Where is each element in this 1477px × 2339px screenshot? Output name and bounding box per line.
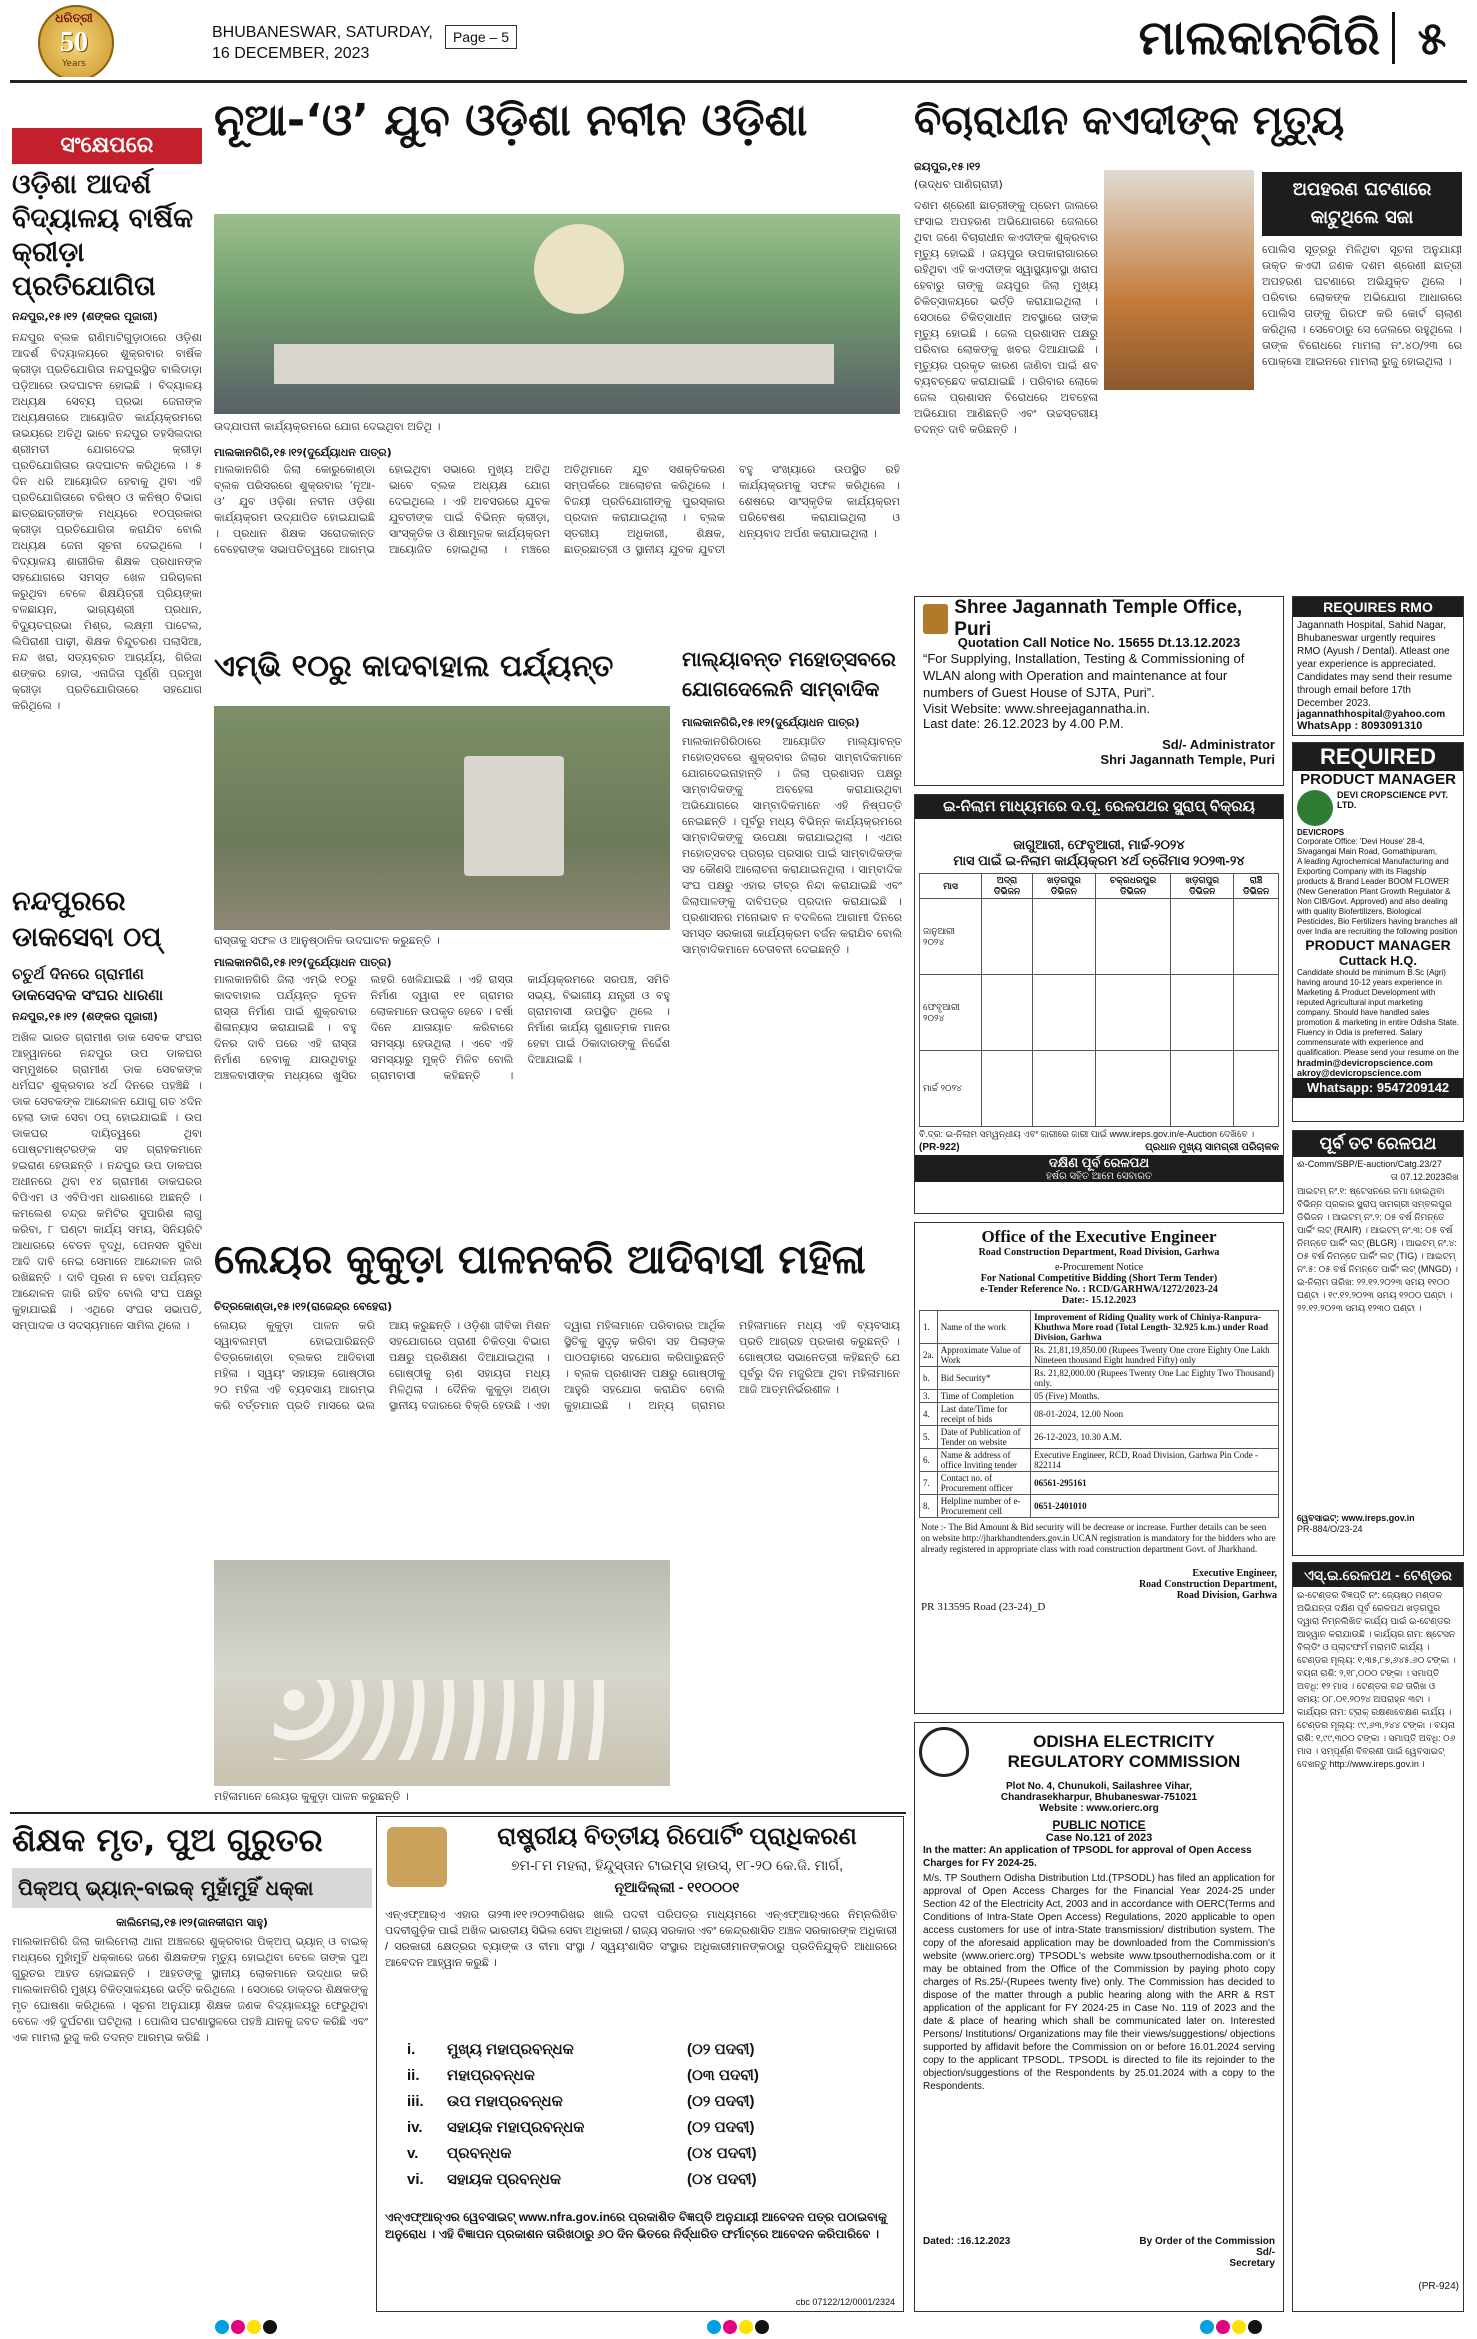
ee-reference: e-Tender Reference No. : RCD/GARHWA/1272/2023-24 [980, 1284, 1218, 1295]
section-title: ମାଲକାନଗିରି [1138, 10, 1380, 66]
teacher-dateline: କାଲିମେଲା,୧୫।୧୨(ଜାନକୀରାମ ସାହୁ) [116, 1916, 268, 1929]
executive-engineer-ad [914, 1222, 1284, 1714]
print-registration-bar [0, 2318, 1477, 2338]
emblem-icon [387, 1827, 447, 1887]
rmo-whatsapp: WhatsApp : 8093091310 [1297, 720, 1423, 732]
brief-body: ନନ୍ଦପୁର ବ୍ଲକ ରାଣିମାଟିଗୁଡ଼ାଠାରେ ଓଡ଼ିଶା ଆଦର୍ଶ ବିଦ୍ୟାଳୟରେ ଶୁକ୍ରବାର ବାର୍ଷିକ କ୍ରୀଡ଼ା ପ୍ରତିଯୋଗିତା ନନ୍ଦପୁରସ୍ଥିତ ବାଲିଡାଡ଼ା ପଡ଼ିଆରେ ଉଦଘାଟନ ହୋଇଛି । ବିଦ୍ୟାଳୟ ଅଧ୍ୟକ୍ଷ ସେବ୍ୟ ପ୍ରଭା ଜେନାଙ୍କ ଅଧ୍ୟକ୍ଷତାରେ ଆୟୋଜିତ କାର୍ଯ୍ୟକ୍ରମରେ ଉଭୟରେ ଅତିଥି ଭାବେ ନନ୍ଦପୁର ତହସିଲଦାର ଶ୍ରୀମତୀ ଯୋଗଦେଇ କ୍ରୀଡ଼ା ପ୍ରତିଯୋଗିତାର ଉଦଘାଟନ କରିଥିଲେ । ୫ ଦିନ ଧରି ଆୟୋଜିତ ହେବାକୁ ଥିବା ଏହି ପ୍ରତିଯୋଗିତାରେ ବରିଷ୍ଠ ଓ କନିଷ୍ଠ ବିଭାଗ ଛାତ୍ରଛାତ୍ରୀଙ୍କ ମଧ୍ୟରେ ୧୦ପ୍ରକାର କ୍ରୀଡ଼ା ପ୍ରତିଯୋଗିତା କରାଯିବ ବୋଲି ଅଧ୍ୟକ୍ଷ ଜେନା ସୂଚନା ଦେଇଥିଲେ । ବିଦ୍ୟାଳୟ ଶାରୀରିକ ଶିକ୍ଷକ ପ୍ରଧାନଙ୍କ ସହଯୋଗରେ ସମସ୍ତ ଖେଳ ପରିଚାଳନା କରୁଥିବା ବେଳେ ଶିକ୍ଷୟିତ୍ରୀ ପ୍ରିୟଙ୍କା ବଳଛାୟନ, ଭାଗ୍ୟଶ୍ରୀ ପ୍ରଧାନ, ବିଦ୍ୟୁତପ୍ରଭା ମିଶ୍ର, ଲକ୍ଷ୍ମୀ ପାଟେଲ, ଲିପିରାଣୀ ପାଢ଼ୀ, ଶିକ୍ଷକ ବିନ୍ଦୁଚରଣ ପଲାସିଆ, ନନ୍ଦ ଖରା, ସତ୍ୟବ୍ରତ ଆଚାର୍ଯ୍ୟ, ଗିରିଜା ଶଙ୍କର ହୋତା, ଏନାଜିତା ପୂର୍ଣ୍ଣି ପ୍ରମୁଖ କ୍ରୀଡ଼ା ପ୍ରତିଯୋଗିତାରେ ସହଯୋଗ କରିଥିଲେ । [12, 331, 202, 712]
ee-sig2: Road Construction Department, [1138, 1579, 1277, 1590]
company-desc: A leading Agrochemical Manufacturing and Exporting Company with its Flagship products & Brand Leader BOOM FLOWER (New Generation Plant Growth Regulator & Non CIB/Govt. Approved) and also dealing with quality Biofertilizers, Biological Pesticides, Bio Fertilizers having branches all over India are recruiting the following position [1297, 857, 1458, 936]
scrap-sub1: ଜାଗୁଆରୀ, ଫେବୃଆରୀ, ମାର୍ଚ୍ଚ-୨୦୨୪ [1013, 837, 1185, 852]
required-post: PRODUCT MANAGER [1300, 771, 1456, 788]
scrap-signature: ପ୍ରଧାନ ମୁଖ୍ୟ ସାମଗ୍ରୀ ପରିଚାଳକ [1145, 1142, 1279, 1153]
nfra-ad [376, 1816, 904, 2312]
dais-table [274, 344, 834, 384]
oerc-body: M/s. TP Southern Odisha Distribution Ltd.(TPSODL) has filed an application for approval of Open Access Charges for the Financial Year 2024-25 under Section 42 of the Electricity Act, 2003 and in accordance with OERC(Terms and Conditions of Intra-State Open Access) Regulations, 2020 applicable to open access customers for use of intra-State transmission/ distribution system. The copy of the aforesaid application may be downloaded from the Commission's website (www.orierc.org) TPSODL's website www.tpsouthernodisha.com or it may be obtained from the Office of the Commission by paying photo copy charges of Rs.25/-(Rupees twenty five) only. The Commission has decided to dispose of the matter through a public hearing along with the ARR & RST application of the applicant for FY 2024-25 in Case No. 119 of 2023 and the date & place of hearing which shall be communicated later on. Interested Persons/ Institutions/ Organizations may file their views/suggestions/ objections supported by affidavit before the Commission on or before 16.01.2024 serving copy to the applicant TPSODL. TPSODL is directed to file its rejoinder to the objection/suggestions of the Respondents by 25.01.2024 with a copy to the Respondents. [923, 1873, 1275, 2092]
registration-dot [1232, 2320, 1246, 2334]
death-body: ଦଶମ ଶ୍ରେଣୀ ଛାତ୍ରୀଙ୍କୁ ପ୍ରେମ ଜାଲରେ ଫସାଇ ଅପହରଣ ଅଭିଯୋଗରେ ଜେଲରେ ଥିବା ଜଣେ ବିଚାରାଧୀନ କଏଦୀଙ୍କ ଶୁକ୍ରବାର ମୃତ୍ୟୁ ହୋଇଛି । ଜୟପୁର ଉପକାରାଗାରରେ ରହିଥିବା ଏହି କଏଦୀଙ୍କ ସ୍ୱାସ୍ଥ୍ୟାବସ୍ଥା ଖରାପ ହେବାରୁ ତାଙ୍କୁ ଜୟପୁର ଜିଲା ମୁଖ୍ୟ ଚିକିତ୍ସାଳୟରେ ଭର୍ତ୍ତି କରାଯାଇଥିଲା । ସେଠାରେ ଚିକିତ୍ସାଧୀନ ଅବସ୍ଥାରେ ତାଙ୍କ ମୃତ୍ୟୁ ହୋଇଛି । ଜେଲ ପ୍ରଶାସନ ପକ୍ଷରୁ ପରିବାର ଲୋକଙ୍କୁ ଖବର ଦିଆଯାଇଛି । ମୃତ୍ୟୁର ପ୍ରକୃତ କାରଣ ଜାଣିବା ପାଇଁ ଶବ ବ୍ୟବଚ୍ଛେଦ କରାଯାଇଛି । ପରିବାର ଲୋକେ ଜେଲ ପ୍ରଶାସନ ବିରୋଧରେ ଅବହେଳା ଅଭିଯୋଗ ଆଣିଛନ୍ତି ଏବଂ ଉଚ୍ଚସ୍ତରୀୟ ତଦନ୍ତ ଦାବି କରିଛନ୍ତି । [914, 199, 1098, 436]
ee-sig1: Executive Engineer, [1192, 1568, 1277, 1579]
masthead-rule [10, 80, 1467, 83]
city-date: BHUBANESWAR, SATURDAY, [212, 24, 433, 41]
badge-number: 50 [60, 27, 88, 58]
scrap-pr: (PR-922) [919, 1142, 960, 1153]
registration-dot [1248, 2320, 1262, 2334]
nfra-post: i. ମୁଖ୍ୟ ମହାପ୍ରବନ୍ଧକ (୦୨ ପଦବୀ) [407, 2041, 755, 2058]
oerc-matter: In the matter: An application of TPSODL for approval of Open Access Charges for FY 2024-25. [923, 1845, 1252, 1869]
oerc-ad [914, 1722, 1284, 2312]
oerc-dated: Dated: :16.12.2023 [923, 2236, 1011, 2247]
banner-portrait [534, 224, 624, 314]
ecor-title: ପୂର୍ବ ତଟ ରେଳପଥ [1293, 1131, 1463, 1157]
temple-icon [923, 604, 948, 634]
postal-body: ଅଖିଳ ଭାରତ ଗ୍ରାମୀଣ ଡାକ ସେବକ ସଂଘର ଆହ୍ୱାନରେ ନନ୍ଦପୁର ଉପ ଡାକଘର ସମ୍ମୁଖରେ ଗ୍ରାମୀଣ ଡାକ ସେବକଙ୍କ ଧର୍ମଘଟ ଶୁକ୍ରବାର ୪ର୍ଥ ଦିନରେ ପହଞ୍ଚିଛି । ଡାକ ସେବକଙ୍କ ଆନ୍ଦୋଳନ ଯୋଗୁ ଗତ ୪ଦିନ ହେଲା ଡାକ ସେବା ଠପ୍ ହୋଇଯାଇଛି । ଉପ ଡାକଘର ଦାୟିତ୍ୱରେ ଥିବା ପୋଷ୍ଟମାଷ୍ଟରଙ୍କ ସହ ଗ୍ରାହକମାନେ ହଇରାଣ ହେଉଛନ୍ତି । ନନ୍ଦପୁର ଉପ ଡାକଘର ଅଧୀନରେ ଥିବା ୧୪ ଗ୍ରାମୀଣ ଡାକଘରର ବିପିଏମ ଓ ଏବିପିଏମ ଧାରଣାରେ ଅଛନ୍ତି । କମଲେଶ ଚନ୍ଦ୍ର କମିଟିର ସୁପାରିଶ ଲାଗୁ କରିବା, ୮ ଘଣ୍ଟା କାର୍ଯ୍ୟ ସମୟ, ସିନିୟରିଟି ଆଧାରରେ ବେତନ ବୃଦ୍ଧି, ପେନସନ ସୁବିଧା ଆଦି ଦାବି ନେଇ ସେମାନେ ଆନ୍ଦୋଳନ ଜାରି ରଖିଛନ୍ତି । ଦାବି ପୂରଣ ନ ହେବା ପର୍ଯ୍ୟନ୍ତ ଆନ୍ଦୋଳନ ଜାରି ରହିବ ବୋଲି ସଂଘ ପକ୍ଷରୁ କୁହାଯାଇଛି । ଏଥିରେ ସଂଘର ସଭାପତି, ସମ୍ପାଦକ ଓ ସଦସ୍ୟମାନେ ସାମିଲ ଥିଲେ । [12, 1031, 202, 1332]
ee-date: Date:- 15.12.2023 [1061, 1295, 1137, 1306]
required-email: hradmin@devicropscience.com [1297, 1058, 1433, 1068]
ecor-web: ୱେବସାଇଟ୍: www.ireps.gov.in [1297, 1513, 1415, 1523]
ecor-ad [1292, 1130, 1464, 1556]
oerc-case: Case No.121 of 2023 [1045, 1832, 1153, 1844]
ecor-pr: PR-884/O/23-24 [1297, 1524, 1363, 1534]
ee-sig3: Road Division, Garhwa [1176, 1590, 1277, 1601]
nfra-post: ii. ମହାପ୍ରବନ୍ଧକ (୦୩ ପଦବୀ) [407, 2067, 759, 2084]
registration-dot [263, 2320, 277, 2334]
railway-name: ଦକ୍ଷିଣ ପୂର୍ବ ରେଳପଥ [915, 1155, 1283, 1171]
registration-dot [723, 2320, 737, 2334]
oerc-public-notice: PUBLIC NOTICE [1052, 1818, 1146, 1832]
rmo-ad [1292, 596, 1464, 736]
color-dot-group [214, 2319, 278, 2338]
page-number-box: Page – 5 [445, 25, 517, 49]
teacher-subhead: ପିକ୍‌ଅପ୍ ଭ୍ୟାନ୍-ବାଇକ୍ ମୁହାଁମୁହିଁ ଧକ୍କା [12, 1868, 372, 1908]
ee-title: Office of the Executive Engineer [981, 1227, 1217, 1246]
rmo-email: jagannathhospital@yahoo.com [1297, 709, 1446, 720]
badge-top-text: ଧରିତ୍ରୀ [55, 11, 93, 25]
nfra-web-note: ଏନ୍‌ଏଫ୍‌ଆର୍‌ଏର ୱେବସାଇଟ୍ www.nfra.gov.inରେ ପ୍ରକାଶିତ ବିଜ୍ଞପ୍ତି ଅନୁଯାୟୀ ଆବେଦନ ପତ୍ର ପଠାଇବାକୁ ଅନୁରୋଧ । ଏହି ବିଜ୍ଞାପନ ପ୍ରକାଶନ ତାରିଖଠାରୁ ୬୦ ଦିନ ଭିତରେ ନିର୍ଦ୍ଧାରିତ ଫର୍ମାଟ୍‌ରେ ଆବେଦନ କରିପାରିବେ । [385, 2210, 887, 2241]
postal-headline: ନନ୍ଦପୁରରେ ଡାକସେବା ଠପ୍‌ [12, 886, 162, 953]
required-location: Cuttack H.Q. [1338, 953, 1417, 968]
death-side-body: ପୋଲିସ ସୂତ୍ରରୁ ମିଳିଥିବା ସୂଚନା ଅନୁଯାୟୀ ଉକ୍ତ କଏଦୀ ଜଣକ ଦଶମ ଶ୍ରେଣୀ ଛାତ୍ରୀ ଅପହରଣ ଘଟଣାରେ ଅଭିଯୁକ୍ତ ଥିଲେ । ପରିବାର ଲୋକଙ୍କ ଅଭିଯୋଗ ଆଧାରରେ ପୋଲିସ ତାଙ୍କୁ ଗିରଫ କରି କୋର୍ଟ ଚାଲାଣ କରିଥିଲା । ସେବେଠାରୁ ସେ ଜେଲରେ ରହୁଥିଲେ । ତାଙ୍କ ବିରୋଧରେ ମାମଲା ନଂ.୪୦/୨୩ ରେ ପୋକ୍ସୋ ଆଇନରେ ମାମଲା ରୁଜୁ ହୋଇଥିଲା । [1262, 243, 1462, 368]
required-post-2: PRODUCT MANAGER [1305, 937, 1451, 953]
se-railway-tender-ad [1292, 1562, 1464, 2312]
month-cell: ଫେବୃଆରୀ ୨୦୨୪ [920, 975, 982, 1051]
road-body: ମାଲକାନଗିରି ଜିଲା ଏମ୍‌ଭି ୧୦ରୁ କାଦବାହାଲ ପର୍ଯ୍ୟନ୍ତ ନୂତନ ରାସ୍ତା ନିର୍ମାଣ ପାଇଁ ଶୁକ୍ରବାର ଶିଳାନ୍ୟାସ କରାଯାଇଛି । ବହୁ ଦିନର ଦାବି ପରେ ଏହି ରାସ୍ତା ନିର୍ମାଣ ହେବାକୁ ଯାଉଥିବାରୁ ଅଞ୍ଚଳବାସୀଙ୍କ ମଧ୍ୟରେ ଖୁସିର ଲହରି ଖେଳିଯାଇଛି । ଏହି ରାସ୍ତା ନିର୍ମାଣ ଦ୍ୱାରା ୧୧ ଗ୍ରାମର ଲୋକମାନେ ଉପକୃତ ହେବେ । ବର୍ଷା ଦିନେ ଯାତାୟାତ କରିବାରେ ସମସ୍ୟା ହେଉଥିଲା । ଏବେ ଏହି ସମସ୍ୟାରୁ ମୁକ୍ତି ମିଳିବ ବୋଲି ଗ୍ରାମବାସୀ କହିଛନ୍ତି । କାର୍ଯ୍ୟକ୍ରମରେ ସରପଞ୍ଚ, ସମିତି ସଭ୍ୟ, ବିଭାଗୀୟ ଯନ୍ତ୍ରୀ ଓ ବହୁ ଗ୍ରାମବାସୀ ଉପସ୍ଥିତ ଥିଲେ । ନିର୍ମାଣ କାର୍ଯ୍ୟ ଗୁଣାତ୍ମକ ମାନର ହେବା ପାଇଁ ଠିକାଦାରଙ୍କୁ ନିର୍ଦ୍ଦେଶ ଦିଆଯାଇଛି । [214, 973, 670, 1082]
brief-tag: ସଂକ୍ଷେପରେ [12, 128, 202, 164]
death-credit: (ଉଦ୍ଧବ ପାଣିଗ୍ରାହୀ) [914, 178, 1003, 191]
death-body-cont [1104, 394, 1258, 584]
required-title: REQUIRED [1293, 743, 1463, 771]
poultry-body: ଲେୟର କୁକୁଡ଼ା ପାଳନ କରି ସ୍ୱାବଲମ୍ବୀ ହୋଇପାରିଛନ୍ତି ଚିତ୍ରକୋଣ୍ଡା ବ୍ଲକର ଆଦିବାସୀ ମହିଳା । ସ୍ୱୟଂ ସହାୟକ ଗୋଷ୍ଠୀର ୨୦ ମହିଳା ଏହି ବ୍ୟବସାୟ ଆରମ୍ଭ କରି ବର୍ତ୍ତମାନ ପ୍ରତି ମାସରେ ଭଲ ଆୟ କରୁଛନ୍ତି । ଓଡ଼ିଶା ଜୀବିକା ମିଶନ ସହଯୋଗରେ ପ୍ରାଣୀ ଚିକିତ୍ସା ବିଭାଗ ପକ୍ଷରୁ ପ୍ରଶିକ୍ଷଣ ଦିଆଯାଇଥିଲା । ଗୋଷ୍ଠୀକୁ ଋଣ ସହାୟତା ମଧ୍ୟ ମିଳିଥିଲା । ଦୈନିକ କୁକୁଡ଼ା ଅଣ୍ଡା ସ୍ଥାନୀୟ ବଜାରରେ ବିକ୍ରି ହେଉଛି । ଏହା ଦ୍ୱାରା ମହିଳାମାନେ ପରିବାରର ଆର୍ଥିକ ସ୍ଥିତିକୁ ସୁଦୃଢ଼ କରିବା ସହ ପିଲାଙ୍କ ପାଠପଢ଼ାରେ ସହଯୋଗ କରିପାରୁଛନ୍ତି । ବ୍ଲକ ପ୍ରଶାସନ ପକ୍ଷରୁ ଗୋଷ୍ଠୀକୁ ଆହୁରି ସହଯୋଗ କରାଯିବ ବୋଲି କୁହାଯାଇଛି । ଅନ୍ୟ ଗ୍ରାମର ମହିଳାମାନେ ମଧ୍ୟ ଏହି ବ୍ୟବସାୟ ପ୍ରତି ଆଗ୍ରହ ପ୍ରକାଶ କରୁଛନ୍ତି । ଗୋଷ୍ଠୀର ସଭାନେତ୍ରୀ କହିଛନ୍ତି ଯେ ପୂର୍ବରୁ ଦିନ ମଜୁରିଆ ଥିବା ମହିଳାମାନେ ଆଜି ଆତ୍ମନିର୍ଭରଶୀଳ । [214, 1319, 900, 1412]
nfra-post: v. ପ୍ରବନ୍ଧକ (୦୪ ପଦବୀ) [407, 2145, 757, 2162]
road-photo [214, 706, 670, 930]
scrap-note: ବି.ଦ୍ର: ଇ-ନିଲାମ ସମ୍ୱନ୍ଧୀୟ ଏବଂ ଜାରୀରେ ଜାରୀ ପାଇଁ www.ireps.gov.in/e-Auction ଦେଖିବେ । [919, 1129, 1255, 1139]
scrap-sub2: ମାସ ପାଇଁ ଇ-ନିଲାମ କାର୍ଯ୍ୟକ୍ରମ ୪ର୍ଥ ତ୍ରୈମାସ ୨୦୨୩-୨୪ [953, 853, 1245, 868]
registration-dot [1216, 2320, 1230, 2334]
nfra-intro: ଏନ୍‌ଏଫ୍‌ଆର୍‌ଏ ଏହାର ତା୨୩।୧୧।୨୦୨୩ରିଖର ଖାଲି ପଦବୀ ପରିପତ୍ର ମାଧ୍ୟମରେ ଏନ୍‌ଏଫ୍‌ଆର୍‌ଏରେ ନିମ୍ନଲିଖିତ ପଦବୀଗୁଡ଼ିକ ପାଇଁ ଅଖିଳ ଭାରତୀୟ ସିଭିଲ ସେବା ଅଧିକାରୀ / ରାଜ୍ୟ ସରକାର ଏବଂ କେନ୍ଦ୍ରଶାସିତ ଅଞ୍ଚଳ ସରକାରଙ୍କ ଅଧିକାରୀ / ସରକାରୀ କ୍ଷେତ୍ରର ବ୍ୟାଙ୍କ ଓ ବୀମା ସଂସ୍ଥା / ସ୍ୱୟଂଶାସିତ ସଂସ୍ଥାର ଅଧିକାରୀମାନଙ୍କଠାରୁ ପ୍ରତିନିଯୁକ୍ତି ଆଧାରରେ ଆବେଦନ ଆହ୍ୱାନ କରୁଛି । [385, 1909, 897, 1969]
brief-dateline: ନନ୍ଦପୁର,୧୫।୧୨ (ଶଙ୍କର ପୂଜାରୀ) [12, 310, 158, 323]
dateline-block [212, 22, 442, 67]
ser-title: ଏସ୍.ଇ.ରେଳପଥ - ଟେଣ୍ଡର [1293, 1563, 1463, 1587]
oerc-sd: Sd/- [1256, 2247, 1275, 2258]
oerc-title-1: ODISHA ELECTRICITY [1033, 1732, 1215, 1751]
ser-body: ଇ-ଟେଣ୍ଡର ବିଜ୍ଞପ୍ତି ନଂ: ଜ୍ୟେଷ୍ଠ ମଣ୍ଡଳ ଅଭିଯନ୍ତା ଦକ୍ଷିଣ ପୂର୍ବ ରେଳପଥ ଖଡ଼ଗପୁର ଦ୍ୱାରା ନିମ୍ନଲିଖିତ କାର୍ଯ୍ୟ ପାଇଁ ଇ-ଟେଣ୍ଡର ଆହ୍ୱାନ କରାଯାଉଛି । କାର୍ଯ୍ୟର ନାମ: ଷ୍ଟେସନ ବିଲ୍ଡିଂ ଓ ପ୍ଲାଟଫର୍ମ ମରାମତି କାର୍ଯ୍ୟ । ଟେଣ୍ଡର ମୂଲ୍ୟ: ୧,୩୫,୮୭,୬୪୫.୬୦ ଟଙ୍କା । ବୟନା ରାଶି: ୨,୧୮,୦୦୦ ଟଙ୍କା । ସମାପ୍ତି ଅବଧି: ୧୨ ମାସ । ଟେଣ୍ଡର ବନ୍ଦ ତାରିଖ ଓ ସମୟ: ୦୮.୦୧.୨୦୨୪ ଅପରାହ୍ନ ୩ଟା । କାର୍ଯ୍ୟର ନାମ: ଟ୍ରାକ୍ ରକ୍ଷଣାବେକ୍ଷଣ କାର୍ଯ୍ୟ । ଟେଣ୍ଡର ମୂଲ୍ୟ: ୯୯,୬୩,୨୪୪ ଟଙ୍କା । ବୟନା ରାଶି: ୧,୯୯,୩୦୦ ଟଙ୍କା । ସମାପ୍ତି ଅବଧି: ୦୬ ମାସ । ସମ୍ପୂର୍ଣ୍ଣ ବିବରଣୀ ପାଇଁ ୱେବସାଇଟ୍ ଦେଖନ୍ତୁ http://www.ireps.gov.in । [1297, 1590, 1456, 1769]
anniversary-badge [18, 5, 138, 77]
rmo-body: Jagannath Hospital, Sahid Nagar, Bhubaneswar urgently requires RMO (Ayush / Dental). Atleast one year experience is appreciated. Candidates may send their resume through email before 17th December 2023. [1297, 620, 1453, 709]
teacher-headline: ଶିକ୍ଷକ ମୃତ, ପୁଅ ଗୁରୁତର [12, 1821, 323, 1859]
road-headline: ଏମ୍‌ଭି ୧୦ରୁ କାଦବାହାଲ ପର୍ଯ୍ୟନ୍ତ [214, 649, 614, 684]
ee-subtitle: Road Construction Department, Road Division, Garhwa [978, 1247, 1220, 1258]
ecor-body: ଆଇଟମ୍ ନଂ.୧: ଷ୍ଟେସନରେ ଜମା ହୋଇଥିବା ବିଭିନ୍ନ ପ୍ରକାର ସ୍କ୍ରାପ୍ ସାମଗ୍ରୀ ସମ୍ବଲପୁର ଡିଭିଜନ । ଆଇଟମ୍ ନଂ.୨: ୦୫ ବର୍ଷ ନିମନ୍ତେ ପାର୍କିଂ ଲଟ୍ (RAIR) । ଆଇଟମ୍ ନଂ.୩: ୦୫ ବର୍ଷ ନିମନ୍ତେ ପାର୍କିଂ ଲଟ୍ (BLGR) । ଆଇଟମ୍ ନଂ.୪: ୦୫ ବର୍ଷ ନିମନ୍ତେ ପାର୍କିଂ ଲଟ୍ (TIG) । ଆଇଟମ୍ ନଂ.୫: ୦୫ ବର୍ଷ ନିମନ୍ତେ ପାର୍କିଂ ଲଟ୍ (MNGD) । ଇ-ନିଲାମ ତାରିଖ: ୨୨.୧୨.୨୦୨୩ ସମୟ ୧୧୦୦ ଘଣ୍ଟା । ୧୯.୧୨.୨୦୨୩ ସମୟ ୧୨୦୦ ଘଣ୍ଟା । ୨୨.୧୨.୨୦୨୩ ସମୟ ୧୨୩୦ ଘଣ୍ଟା । [1297, 1186, 1458, 1313]
page-num-odia: ୫ [1417, 11, 1447, 65]
masthead-divider [1392, 12, 1395, 64]
ee-pr: PR 313595 Road (23-24)_D [921, 1601, 1046, 1613]
festival-body: ମାଲକାନଗିରିଠାରେ ଆୟୋଜିତ ମାଲ୍ୟାବନ୍ତ ମହୋତ୍ସବରେ ଶୁକ୍ରବାର ଜିଲାର ସାମ୍ବାଦିକମାନେ ଯୋଗଦେଇନାହାନ୍ତି । ଜିଲା ପ୍ରଶାସନ ପକ୍ଷରୁ ସାମ୍ବାଦିକଙ୍କୁ ଅବହେଳା କରାଯାଉଥିବା ଅଭିଯୋଗରେ ସାମ୍ବାଦିକମାନେ ଏହି ନିଷ୍ପତ୍ତି ନେଇଛନ୍ତି । ପୂର୍ବରୁ ମଧ୍ୟ ବିଭିନ୍ନ କାର୍ଯ୍ୟକ୍ରମରେ ସାମ୍ବାଦିକଙ୍କୁ ଉପେକ୍ଷା କରାଯାଇଥିଲା । ଏଥର ମହୋତ୍ସବର ପ୍ରଚାର ପ୍ରସାର ପାଇଁ ସାମ୍ବାଦିକଙ୍କ ସହ କୌଣସି ଆଲୋଚନା କରାଯାଇନଥିଲା । ସାମ୍ବାଦିକ ସଂଘ ପକ୍ଷରୁ ଏହାର ତୀବ୍ର ନିନ୍ଦା କରାଯାଇଛି ଏବଂ ଜିଲାପାଳଙ୍କୁ ଦାବିପତ୍ର ପ୍ରଦାନ କରାଯାଇଛି । ପ୍ରଶାସନର ମନୋଭାବ ନ ବଦଳିଲେ ଆଗାମୀ ଦିନରେ ସମସ୍ତ ସରକାରୀ କାର୍ଯ୍ୟକ୍ରମ ବର୍ଜନ କରାଯିବ ବୋଲି ସାମ୍ବାଦିକମାନେ ଚେତାବନୀ ଦେଇଛନ୍ତି । [682, 735, 902, 956]
sjta-last-date: Last date: 26.12.2023 by 4.00 P.M. [923, 716, 1124, 731]
required-requirements: Candidate should be minimum B.Sc (Agri) having around 10-12 years experience in Marketing & Product Development with reputed Agricultural input marketing company. Should have handled sales promotion & marketing in entire Odisha State. Fluency in Odia is preferred. Salary commensurate with experience and qualification. Please send your resume on the [1297, 968, 1459, 1057]
registration-dot [739, 2320, 753, 2334]
festival-headline: ମାଲ୍ୟାବନ୍ତ ମହୋତ୍ସବରେ ଯୋଗଦେଲେନି ସାମ୍ବାଦିକ [682, 647, 896, 701]
color-dot-group [1199, 2319, 1263, 2338]
scrap-table: ମାସ ଅଦ୍ରା ଡିଭିଜନ ଖଡ଼ଗପୁର ଡିଭିଜନ ଚକ୍ରଧରପୁର ଡିଭିଜନ ଖଡ଼ଗପୁର ଡିଭିଜନ ରାଞ୍ଚି ଡିଭିଜନ ଜାନୁଆରୀ ୨୦୨୪ ଫେବୃଆରୀ ୨୦୨୪ ମାର୍ଚ୍ଚ ୨୦୨୪ [919, 873, 1279, 1127]
sjta-notice: Quotation Call Notice No. 15655 Dt.13.12.2023 [957, 635, 1241, 650]
section-rule [10, 1812, 906, 1814]
ser-scrap-ad [914, 794, 1284, 1214]
poultry-headline: ଲେୟର କୁକୁଡ଼ା ପାଳନକରି ଆଦିବାସୀ ମହିଳା [214, 1237, 866, 1283]
death-headline: ବିଚାରାଧୀନ କଏଦୀଙ୍କ ମୃତ୍ୟୁ [914, 98, 1345, 144]
ser-pr: (PR-924) [1418, 2281, 1459, 2292]
hens [274, 1680, 604, 1760]
sjta-sig2: Shri Jagannath Temple, Puri [1100, 752, 1275, 767]
ee-table: 1. Name of the work Improvement of Riding Quality work of Chiniya-Ranpura-Khuthwa More road (Total Length- 32.925 k.m.) under Road Division, Garhwa 2a. Approximate Value of Work Rs. 21,81,19,850.00 (Rupees Twenty One crore Eighty One Lakh Nineteen thousand Eight hundred Fifty) only b. Bid Security* Rs. 21,82,000.00 (Rupees Twenty One Lac Eighty Two Thousand) only. 3. Time of Completion 05 (Five) Months. 4. Last date/Time for receipt of bids 08-01-2024, 12.00 Noon 5. Date of Publication of Tender on website 26-12-2023, 10.30 A.M. 6. Name & address of office Inviting tender Executive Engineer, RCD, Road Division, Garhwa Pin Code - 822114 7. Contact no. of Procurement officer 06561-295161 8. Helpline number of e-Procurement cell 0651-2401010 [919, 1310, 1279, 1518]
required-email-2: akroy@devicropscience.com [1297, 1068, 1422, 1078]
postal-subhead: ଚତୁର୍ଥ ଦିନରେ ଗ୍ରାମୀଣ ଡାକସେବକ ସଂଘର ଧାରଣା [12, 965, 164, 1004]
oerc-website: Website : www.orierc.org [1039, 1803, 1159, 1814]
festival-dateline: ମାଲକାନଗିରି,୧୫।୧୨(ଦୁର୍ଯ୍ୟୋଧନ ପାତ୍ର) [682, 716, 860, 729]
badge-sub: Years [62, 59, 86, 69]
rmo-title: REQUIRES RMO [1293, 597, 1463, 617]
registration-dot [707, 2320, 721, 2334]
color-dot-group [706, 2319, 770, 2338]
ee-note: Note :- The Bid Amount & Bid security will be decrease or increase. Further details can be seen on website http://jharkhandtenders.gov.in UCAN registration is mandatory for the bidders who are already registered in appropriate class with road construction department Govt. of Jharkhand. [921, 1522, 1276, 1554]
lead-caption: ଉଦ୍‌ଯାପନୀ କାର୍ଯ୍ୟକ୍ରମରେ ଯୋଗ ଦେଇଥିବା ଅତିଥି । [214, 420, 441, 433]
ee-bidding: For National Competitive Bidding (Short Term Tender) [980, 1273, 1218, 1284]
oerc-by-order: By Order of the Commission [1139, 2236, 1275, 2247]
nfra-post: iv. ସହାୟକ ମହାପ୍ରବନ୍ଧକ (୦୨ ପଦବୀ) [407, 2119, 755, 2136]
lead-dateline: ମାଲକାନଗିରି,୧୫।୧୨(ଦୁର୍ଯ୍ୟୋଧନ ପାତ୍ର) [214, 446, 392, 459]
prisoner-photo [1104, 170, 1254, 390]
road-caption: ରାସ୍ତାକୁ ସଫଳ ଓ ଆନୁଷ୍ଠାନିକ ଉଦଘାଟନ କରୁଛନ୍ତି । [214, 934, 440, 947]
postal-dateline: ନନ୍ଦପୁର,୧୫।୧୨ (ଶଙ୍କର ପୂଜାରୀ) [12, 1010, 158, 1023]
nfra-city: ନୂଆଦିଲ୍ଲୀ - ୧୧୦୦୦୧ [614, 1879, 740, 1895]
brief-headline: ଓଡ଼ିଶା ଆଦର୍ଶ ବିଦ୍ୟାଳୟ ବାର୍ଷିକ କ୍ରୀଡ଼ା ପ୍ରତିଯୋଗିତା [12, 169, 194, 302]
registration-dot [247, 2320, 261, 2334]
poultry-caption: ମହିଳାମାନେ ଲେୟର କୁକୁଡ଼ା ପାଳନ କରୁଛନ୍ତି । [214, 1790, 409, 1803]
company-office: Corporate Office: 'Devi House' 28-4, Sivagangai Main Road, Gomathipuram, [1297, 837, 1438, 856]
registration-dot [1200, 2320, 1214, 2334]
sjta-sig1: Sd/- Administrator [1162, 737, 1275, 752]
lead-body: ମାଲକାନଗିରି ଜିଲା କୋରୁକୋଣ୍ଡା ବ୍ଲକ ପରିସରରେ ଶୁକ୍ରବାର ‘ନୂଆ-ଓ’ ଯୁବ ଓଡ଼ିଶା ନବୀନ ଓଡ଼ିଶା କାର୍ଯ୍ୟକ୍ରମ ଉଦ୍‌ଯାପିତ ହୋଇଯାଇଛି । ପ୍ରଧାନ ଶିକ୍ଷକ ସରୋଜକାନ୍ତ ବେହେରାଙ୍କ ସଭାପତିତ୍ୱରେ ଆରମ୍ଭ ହୋଇଥିବା ସଭାରେ ମୁଖ୍ୟ ଅତିଥି ଭାବେ ବ୍ଲକ ଅଧ୍ୟକ୍ଷ ଯୋଗ ଦେଇଥିଲେ । ଏହି ଅବସରରେ ଯୁବକ ଯୁବତୀଙ୍କ ପାଇଁ ବିଭିନ୍ନ କ୍ରୀଡ଼ା, ସାଂସ୍କୃତିକ ଓ ଶିକ୍ଷାମୂଳକ କାର୍ଯ୍ୟକ୍ରମ ଆୟୋଜିତ ହୋଇଥିଲା । ମଞ୍ଚରେ ଅତିଥିମାନେ ଯୁବ ସଶକ୍ତିକରଣ ସମ୍ପର୍କରେ ଆଲୋଚନା କରିଥିଲେ । ବିଜୟୀ ପ୍ରତିଯୋଗୀଙ୍କୁ ପୁରସ୍କାର ପ୍ରଦାନ କରାଯାଇଥିଲା । ବ୍ଲକ ସ୍ତରୀୟ ଅଧିକାରୀ, ଶିକ୍ଷକ, ଛାତ୍ରଛାତ୍ରୀ ଓ ସ୍ଥାନୀୟ ଯୁବକ ଯୁବତୀ ବହୁ ସଂଖ୍ୟାରେ ଉପସ୍ଥିତ ରହି କାର୍ଯ୍ୟକ୍ରମକୁ ସଫଳ କରିଥିଲେ । ଶେଷରେ ସାଂସ୍କୃତିକ କାର୍ଯ୍ୟକ୍ରମ ପରିବେଷଣ କରାଯାଇଥିଲା ଓ ଧନ୍ୟବାଦ ଅର୍ପଣ କରାଯାଇଥିଲା । [214, 463, 900, 556]
registration-dot [231, 2320, 245, 2334]
oerc-logo-icon [919, 1727, 969, 1777]
date-line-2: 16 DECEMBER, 2023 [212, 45, 370, 62]
oerc-title-2: REGULATORY COMMISSION [1007, 1752, 1241, 1771]
ecor-ref: ଈ-Comm/SBP/E-auction/Catg.23/27 [1297, 1159, 1442, 1169]
sjta-title: Shree Jagannath Temple Office, Puri [954, 597, 1243, 640]
required-whatsapp: Whatsapp: 9547209142 [1293, 1078, 1463, 1098]
company-logo-icon [1297, 790, 1333, 826]
ee-notice: e-Procurement Notice [1054, 1262, 1144, 1273]
registration-dot [755, 2320, 769, 2334]
death-dateline: ଜୟପୁର,୧୫।୧୨ [914, 160, 981, 173]
railway-tagline: ହର୍ଷର ସହିତ ଆମେ ସେବାରତ [915, 1171, 1283, 1182]
month-cell: ମାର୍ଚ୍ଚ ୨୦୨୪ [920, 1051, 982, 1127]
sjta-ad [914, 596, 1284, 786]
oerc-address-1: Plot No. 4, Chunukoli, Sailashree Vihar, [1006, 1781, 1192, 1792]
nfra-code: cbc 07122/12/0001/2324 [795, 2297, 895, 2307]
month-cell: ଜାନୁଆରୀ ୨୦୨୪ [920, 899, 982, 975]
poultry-photo [214, 1560, 670, 1786]
required-ad [1292, 742, 1464, 1122]
lead-headline: ନୂଆ-‘ଓ’ ଯୁବ ଓଡ଼ିଶା ନବୀନ ଓଡ଼ିଶା [214, 95, 808, 146]
ecor-date: ତା 07.12.2023ରିଖ [1390, 1172, 1459, 1182]
nfra-address: ୭ମ-୮ମ ମହଲା, ହିନ୍ଦୁସ୍ତାନ ଟାଇମ୍ସ ହାଉସ୍, ୧୮-୨୦ କେ.ଜି. ମାର୍ଗ, [511, 1857, 843, 1873]
company-name: DEVI CROPSCIENCE PVT. LTD. [1337, 790, 1449, 810]
registration-dot [215, 2320, 229, 2334]
death-side-headline: ଅପହରଣ ଘଟଣାରେ କାଟୁଥିଲେ ସଜା [1262, 172, 1462, 236]
poultry-dateline: ଚିତ୍ରକୋଣ୍ଡା,୧୫।୧୨(ରାଜେନ୍ଦ୍ର ବେହେରା) [214, 1300, 393, 1313]
nfra-title: ରାଷ୍ଟ୍ରୀୟ ବିତ୍ତୀୟ ରିପୋର୍ଟିଂ ପ୍ରାଧିକରଣ [497, 1823, 857, 1850]
nfra-post-list [407, 2041, 827, 2197]
lead-photo [214, 214, 900, 414]
scrap-title: ଇ-ନିଲାମ ମାଧ୍ୟମରେ ଦ.ପୂ. ରେଳପଥର ସ୍କ୍ରାପ୍ ବିକ୍ରୟ [915, 795, 1283, 819]
nfra-post: vi. ସହାୟକ ପ୍ରବନ୍ଧକ (୦୪ ପଦବୀ) [407, 2171, 757, 2188]
foundation-stone [464, 756, 564, 876]
teacher-body: ମାଲକାନଗିରି ଜିଲା କାଲିମେଲା ଥାନା ଅଞ୍ଚଳରେ ଶୁକ୍ରବାର ପିକ୍‌ଅପ୍ ଭ୍ୟାନ୍ ଓ ବାଇକ୍ ମଧ୍ୟରେ ମୁହାଁମୁହିଁ ଧକ୍କାରେ ଜଣେ ଶିକ୍ଷକଙ୍କ ମୃତ୍ୟୁ ହୋଇଥିବା ବେଳେ ତାଙ୍କ ପୁଅ ଗୁରୁତର ଆହତ ହୋଇଛନ୍ତି । ଆହତଙ୍କୁ ସ୍ଥାନୀୟ ଲୋକମାନେ ଉଦ୍ଧାର କରି ମାଲକାନଗିରି ମୁଖ୍ୟ ଚିକିତ୍ସାଳୟରେ ଭର୍ତ୍ତି କରିଥିଲେ । ସେଠାରେ ଡାକ୍ତର ଶିକ୍ଷକଙ୍କୁ ମୃତ ଘୋଷଣା କରିଥିଲେ । ସୂଚନା ଅନୁଯାୟୀ ଶିକ୍ଷକ ଜଣକ ବିଦ୍ୟାଳୟରୁ ଫେରୁଥିବା ବେଳେ ଏହି ଦୁର୍ଘଟଣା ଘଟିଥିଲା । ପୋଲିସ ଘଟଣାସ୍ଥଳରେ ପହଞ୍ଚି ଯାନକୁ ଜବତ କରିଛି ଏବଂ ଏକ ମାମଲା ରୁଜୁ କରି ତଦନ୍ତ ଆରମ୍ଭ କରିଛି । [12, 1935, 368, 2044]
sjta-description: “For Supplying, Installation, Testing & Commissioning of WLAN along with Operation and maintenance at four numbers of Guest House of SJTA, Puri”. [923, 651, 1245, 700]
nfra-post: iii. ଉପ ମହାପ୍ରବନ୍ଧକ (୦୨ ପଦବୀ) [407, 2093, 755, 2110]
sjta-website: Visit Website: www.shreejagannatha.in. [923, 701, 1151, 716]
oerc-secretary: Secretary [1229, 2258, 1275, 2269]
company-brand: DEVICROPS [1297, 828, 1345, 837]
road-dateline: ମାଲକାନଗିରି,୧୫।୧୨(ଦୁର୍ଯ୍ୟୋଧନ ପାତ୍ର) [214, 956, 392, 969]
oerc-address-2: Chandrasekharpur, Bhubaneswar-751021 [1000, 1792, 1198, 1803]
